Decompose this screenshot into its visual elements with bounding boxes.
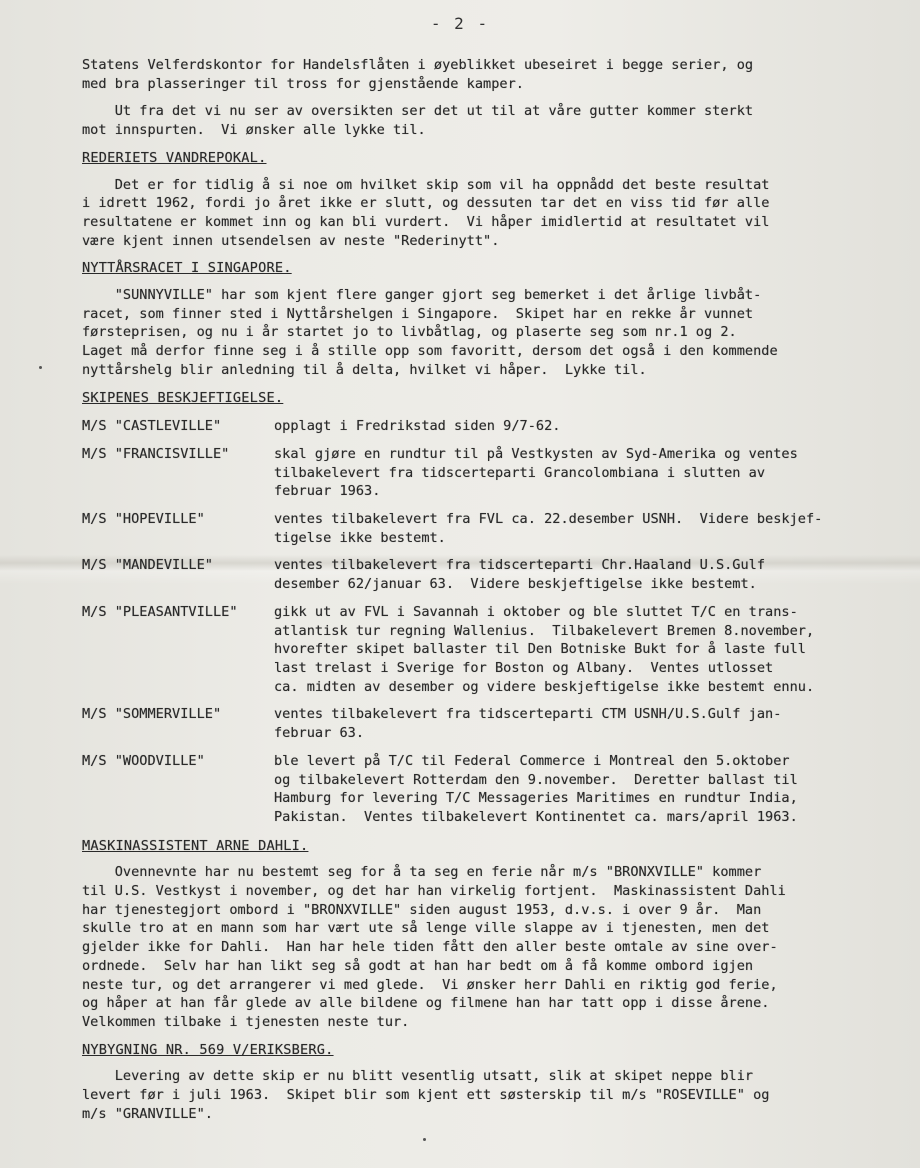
text-line: Laget må derfor finne seg i å stille opp som favoritt, dersom det også i den kommende [82, 343, 778, 360]
text-line: Ut fra det vi nu ser av oversikten ser det ut til at våre gutter kommer sterkt [82, 103, 754, 120]
text-line: atlantisk tur regning Wallenius. Tilbakelevert Bremen 8.november, [274, 622, 815, 639]
text-line: opplagt i Fredrikstad siden 9/7-62. [274, 418, 561, 435]
text-line: og tilbakelevert Rotterdam den 9.november. Deretter ballast til [274, 771, 798, 788]
section-heading: NYTTÅRSRACET I SINGAPORE. [82, 260, 292, 277]
text-line: tigelse ikke bestemt. [274, 529, 446, 546]
section-paragraph [82, 1067, 897, 1123]
document-body [82, 56, 897, 1132]
text-line: desember 62/januar 63. Videre beskjeftigelse ikke bestemt. [274, 576, 757, 593]
text-line: ventes tilbakelevert fra tidscerteparti Chr.Haaland U.S.Gulf [274, 557, 766, 574]
text-line: februar 1963. [274, 483, 381, 500]
ship-row-hopeville [82, 510, 897, 547]
ship-status [274, 417, 897, 436]
text-line: Hamburg for levering T/C Messageries Maritimes en rundtur India, [274, 790, 798, 807]
text-line: tilbakelevert fra tidscerteparti Grancolombiana i slutten av [274, 464, 766, 481]
ship-row-woodville [82, 752, 897, 827]
text-line: Velkommen tilbake i tjenesten neste tur. [82, 1013, 410, 1030]
text-line: gikk ut av FVL i Savannah i oktober og ble sluttet T/C en trans- [274, 603, 798, 620]
ship-name: M/S "CASTLEVILLE" [82, 418, 222, 435]
ship-status [274, 510, 897, 547]
ship-status [274, 445, 897, 501]
intro-paragraph-2 [82, 102, 897, 139]
text-line: mot innspurten. Vi ønsker alle lykke til. [82, 122, 426, 139]
text-line: ventes tilbakelevert fra FVL ca. 22.desember USNH. Videre beskjef- [274, 511, 823, 528]
text-line: februar 63. [274, 725, 365, 742]
text-line: neste tur, og det arrangerer vi med glede. Vi ønsker herr Dahli en riktig god ferie, [82, 976, 778, 993]
text-line: nyttårshelg blir anledning til å delta, hvilket vi håper. Lykke til. [82, 361, 647, 378]
text-line: resultatene er kommet inn og kan bli vurdert. Vi håper imidlertid at resultatet vil [82, 213, 770, 230]
text-line: har tjenestegjort ombord i "BRONXVILLE" siden august 1953, d.v.s. i over 9 år. Man [82, 901, 762, 918]
ship-name: M/S "MANDEVILLE" [82, 557, 213, 574]
ship-name: M/S "FRANCISVILLE" [82, 445, 230, 462]
text-line: racet, som finner sted i Nyttårshelgen i Singapore. Skipet har en rekke år vunnet [82, 305, 754, 322]
section-heading: REDERIETS VANDREPOKAL. [82, 149, 267, 166]
ship-row-francisville [82, 445, 897, 501]
text-line: Statens Velferdskontor for Handelsflåten i øyeblikket ubeseiret i begge serier, og [82, 57, 754, 73]
ship-list [82, 417, 897, 826]
text-line: ordnede. Selv har han likt seg så godt at han har bedt om å få komme ombord igjen [82, 957, 754, 974]
ship-status [274, 705, 897, 742]
text-line: levert før i juli 1963. Skipet blir som kjent ett søsterskip til m/s "ROSEVILLE" og [82, 1087, 770, 1104]
section-nybygning-569 [82, 1041, 897, 1124]
text-line: førsteprisen, og nu i år startet jo to livbåtlag, og plaserte seg som nr.1 og 2. [82, 324, 737, 341]
section-paragraph [82, 176, 897, 251]
text-line: Pakistan. Ventes tilbakelevert Kontinentet ca. mars/april 1963. [274, 808, 798, 825]
section-heading: SKIPENES BESKJEFTIGELSE. [82, 389, 284, 406]
ship-row-castleville [82, 417, 897, 436]
section-heading: NYBYGNING NR. 569 V/ERIKSBERG. [82, 1041, 334, 1058]
text-line: skal gjøre en rundtur til på Vestkysten av Syd-Amerika og ventes [274, 445, 798, 462]
ship-row-mandeville [82, 556, 897, 593]
ship-name: M/S "HOPEVILLE" [82, 511, 205, 528]
section-ship-employment [82, 389, 897, 827]
text-line: og håper at han får glede av alle bildene og filmene han har tatt opp i disse årene. [82, 995, 770, 1012]
section-paragraph [82, 286, 897, 380]
section-nyttarsracet [82, 259, 897, 379]
ship-status [274, 752, 897, 827]
text-line: last trelast i Sverige for Boston og Albany. Ventes utlosset [274, 659, 774, 676]
ship-status [274, 556, 897, 593]
text-line: ventes tilbakelevert fra tidscerteparti CTM USNH/U.S.Gulf jan- [274, 706, 782, 723]
text-line: Ovennevnte har nu bestemt seg for å ta seg en ferie når m/s "BRONXVILLE" kommer [82, 864, 762, 881]
text-line: være kjent innen utsendelsen av neste "Rederinytt". [82, 232, 500, 249]
section-vandrepokal [82, 149, 897, 251]
text-line: Levering av dette skip er nu blitt vesentlig utsatt, slik at skipet neppe blir [82, 1068, 754, 1085]
ship-row-sommerville [82, 705, 897, 742]
text-line: i idrett 1962, fordi jo året ikke er slutt, og dessuten tar det en viss tid før alle [82, 195, 770, 212]
text-line: "SUNNYVILLE" har som kjent flere ganger gjort seg bemerket i det årlige livbåt- [82, 287, 762, 304]
ship-name: M/S "WOODVILLE" [82, 752, 205, 769]
paper-speck [39, 366, 42, 369]
text-line: til U.S. Vestkyst i november, og det har han virkelig fortjent. Maskinassistent Dahli [82, 883, 786, 900]
text-line: hvorefter skipet ballaster til Den Botniske Bukt for å laste full [274, 641, 806, 658]
text-line: ble levert på T/C til Federal Commerce i Montreal den 5.oktober [274, 752, 790, 769]
section-arne-dahli [82, 837, 897, 1032]
text-line: skulle tro at en mann som har vært ute så lenge ville slappe av i tjenesten, men det [82, 920, 770, 937]
text-line: med bra plasseringer til tross for gjenstående kamper. [82, 75, 524, 92]
text-line: gjelder ikke for Dahli. Han har hele tiden fått den aller beste omtale av sine over- [82, 939, 778, 956]
intro-paragraph-1 [82, 56, 897, 93]
text-line: Det er for tidlig å si noe om hvilket skip som vil ha oppnådd det beste resultat [82, 176, 770, 193]
section-paragraph [82, 863, 897, 1031]
paper-speck [423, 1138, 426, 1141]
ship-status [274, 603, 897, 697]
text-line: m/s "GRANVILLE". [82, 1105, 213, 1122]
ship-name: M/S "SOMMERVILLE" [82, 706, 222, 723]
ship-name: M/S "PLEASANTVILLE" [82, 603, 238, 620]
ship-row-pleasantville [82, 603, 897, 697]
page-number: - 2 - [430, 14, 490, 33]
text-line: ca. midten av desember og videre beskjeftigelse ikke bestemt ennu. [274, 678, 815, 695]
section-heading: MASKINASSISTENT ARNE DAHLI. [82, 837, 309, 854]
